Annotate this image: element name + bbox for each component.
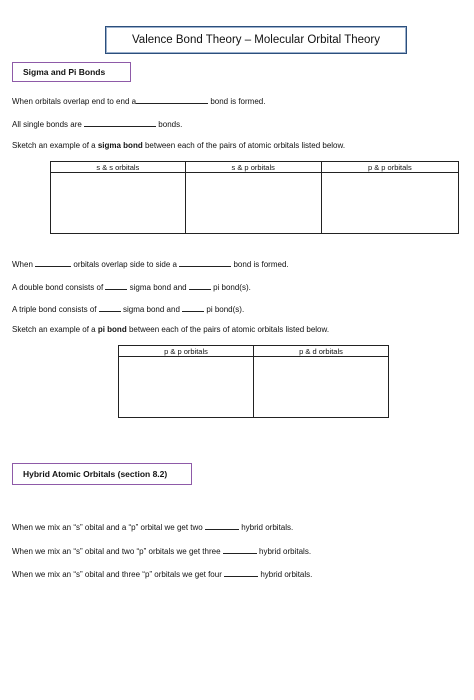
- double-bond-line: A double bond consists of sigma bond and pi bond(s).: [12, 283, 251, 292]
- pi-sketch-table: [118, 345, 389, 418]
- hybrid-sp3-line: When we mix an “s” obital and three “p” orbitals we get four hybrid orbitals.: [12, 570, 313, 579]
- answer-blank[interactable]: [223, 545, 257, 554]
- section-heading-hybrid-orbitals: Hybrid Atomic Orbitals (section 8.2): [12, 463, 192, 485]
- hybrid-sp2-line: When we mix an “s” obital and two “p” orbitals we get three hybrid orbitals.: [12, 547, 312, 556]
- table-header: s & p orbitals: [185, 162, 321, 173]
- answer-blank[interactable]: [224, 568, 258, 577]
- table-header: p & p orbitals: [321, 162, 458, 173]
- triple-bond-line: A triple bond consists of sigma bond and pi bond(s).: [12, 305, 245, 314]
- sketch-cell[interactable]: [51, 173, 186, 234]
- sketch-cell[interactable]: [185, 173, 321, 234]
- hybrid-sp-line: When we mix an “s” obital and a “p” orbital we get two hybrid orbitals.: [12, 523, 294, 532]
- sigma-end-to-end-line: When orbitals overlap end to end a bond is formed.: [12, 97, 266, 106]
- sketch-cell[interactable]: [254, 357, 389, 418]
- answer-blank[interactable]: [99, 303, 121, 312]
- answer-blank[interactable]: [136, 95, 208, 104]
- sigma-sketch-instruction: Sketch an example of a sigma bond between each of the pairs of atomic orbitals listed below.: [12, 141, 346, 150]
- sketch-cell[interactable]: [321, 173, 458, 234]
- single-bonds-line: All single bonds are bonds.: [12, 120, 183, 129]
- worksheet-title: [105, 26, 407, 54]
- pi-side-to-side-line: When orbitals overlap side to side a bond is formed.: [12, 260, 289, 269]
- answer-blank[interactable]: [84, 118, 156, 127]
- title-text: Valence Bond Theory – Molecular Orbital Theory: [131, 34, 381, 46]
- section-heading-sigma-pi: Sigma and Pi Bonds: [12, 62, 131, 82]
- answer-blank[interactable]: [35, 258, 71, 267]
- sketch-cell[interactable]: [119, 357, 254, 418]
- answer-blank[interactable]: [189, 281, 211, 290]
- table-header: p & p orbitals: [119, 346, 254, 357]
- table-header: p & d orbitals: [254, 346, 389, 357]
- answer-blank[interactable]: [179, 258, 231, 267]
- pi-sketch-instruction: Sketch an example of a pi bond between each of the pairs of atomic orbitals listed below.: [12, 325, 330, 334]
- answer-blank[interactable]: [182, 303, 204, 312]
- answer-blank[interactable]: [205, 521, 239, 530]
- table-header: s & s orbitals: [51, 162, 186, 173]
- answer-blank[interactable]: [105, 281, 127, 290]
- sigma-sketch-table: [50, 161, 459, 234]
